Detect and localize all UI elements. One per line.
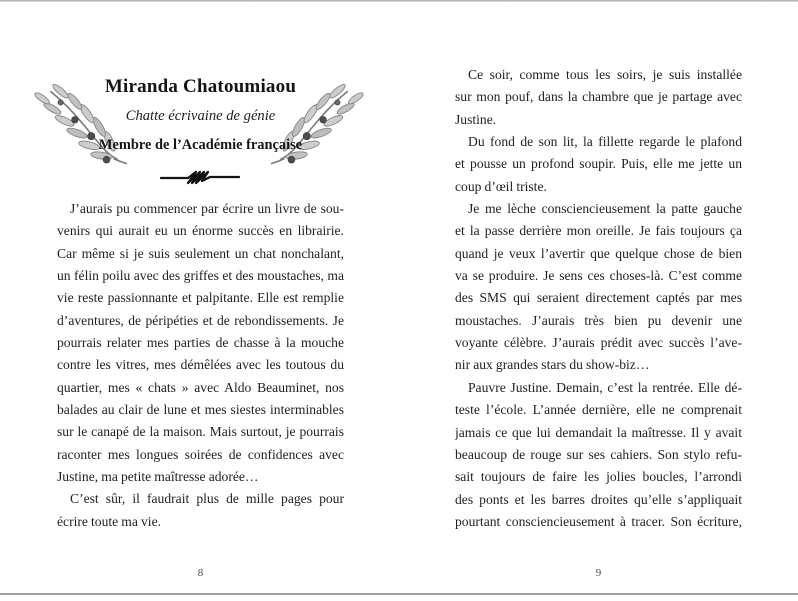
text-line: un félin poilu avec des griffes et des moustaches, ma	[57, 268, 344, 284]
text-line: beaucoup de rouge sur ses cahiers. Son stylo refu-	[455, 446, 742, 462]
left-page-text	[57, 198, 344, 533]
text-line: moustaches. J’aurais très bien pu devenir une	[455, 312, 742, 328]
text-line: vie reste passionnante et palpitante. Elle est remplie	[57, 290, 344, 306]
text-line: Pauvre Justine. Demain, c’est la rentrée. Elle dé-	[468, 379, 742, 395]
text-line: d’aventures, de péripéties et de rebondissements. Je	[57, 312, 344, 328]
book-title: Miranda Chatoumiaou	[104, 76, 297, 97]
scribble-divider-icon	[158, 168, 242, 186]
text-line: des SMS qui seraient directement captés par mes	[455, 290, 742, 306]
book-subtitle: Chatte écrivaine de génie	[125, 108, 276, 124]
text-line: pourrais relater mes parties de chasse à la mouche	[57, 335, 344, 351]
text-line: raconter mes longues soirées de confidences avec	[57, 446, 344, 462]
page-number: 9	[595, 567, 602, 579]
text-line: sur mon pouf, dans la chambre que je partage avec	[455, 89, 742, 105]
text-line: teste l’école. L’année dernière, elle ne comprenait	[455, 402, 742, 418]
text-line: venirs qui aurait eu un énorme succès en librairie.	[57, 223, 344, 239]
text-line: sait toujours de faire les jolies boucles, l’arrondi	[455, 469, 742, 485]
right-page-text	[455, 64, 742, 533]
book-membership: Membre de l’Académie française	[98, 137, 303, 153]
text-line: C’est sûr, il faudrait plus de mille pages pour	[70, 491, 344, 507]
text-line: et pousse un profond soupir. Puis, elle me jette un	[455, 156, 742, 172]
text-line: contre les vitres, mes démêlées avec les toutous du	[57, 357, 344, 373]
text-line: des ponts et les barres droites qu’elle s’appliquait	[455, 491, 742, 507]
text-line: Justine, ma petite maîtresse adorée…	[57, 469, 259, 485]
text-line: J’aurais pu commencer par écrire un livre de sou-	[70, 201, 344, 216]
text-line: nir aux grandes stars du show-biz…	[455, 357, 650, 373]
text-line: quartier, mes « chats » avec Aldo Beauminet, nos	[57, 379, 344, 395]
text-line: Ce soir, comme tous les soirs, je suis installée	[468, 67, 742, 82]
text-line: Du fond de son lit, la fillette regarde le plafond	[468, 134, 742, 150]
text-line: va se produire. Je sens ces choses-là. C’est comme	[455, 268, 742, 284]
page-top-edge	[0, 0, 798, 2]
text-line: coup d’œil triste.	[455, 178, 547, 194]
page-number: 8	[197, 567, 204, 579]
text-line: sur le canapé de la maison. Mais surtout, je pourrais	[57, 424, 344, 440]
text-line: Je me lèche consciencieusement la patte gauche	[468, 201, 742, 217]
page-bottom-edge	[0, 593, 798, 595]
text-line: pourtant consciencieusement à tracer. Son écriture,	[455, 513, 742, 529]
text-line: Car même si je suis seulement un chat nonchalant,	[57, 245, 344, 261]
text-line: et la passe derrière mon oreille. Je fais toujours ça	[455, 223, 742, 239]
text-line: balades au clair de lune et mes siestes interminables	[57, 402, 344, 418]
text-line: quand je veux l’avertir que quelque chose de bien	[455, 245, 742, 261]
text-line: jamais ce que lui demandait la maîtresse. Il y avait	[455, 424, 742, 440]
text-line: écrire toute ma vie.	[57, 513, 162, 529]
text-line: voyante célèbre. J’aurais prédit avec succès l’ave-	[455, 335, 742, 351]
text-line: Justine.	[455, 111, 497, 127]
